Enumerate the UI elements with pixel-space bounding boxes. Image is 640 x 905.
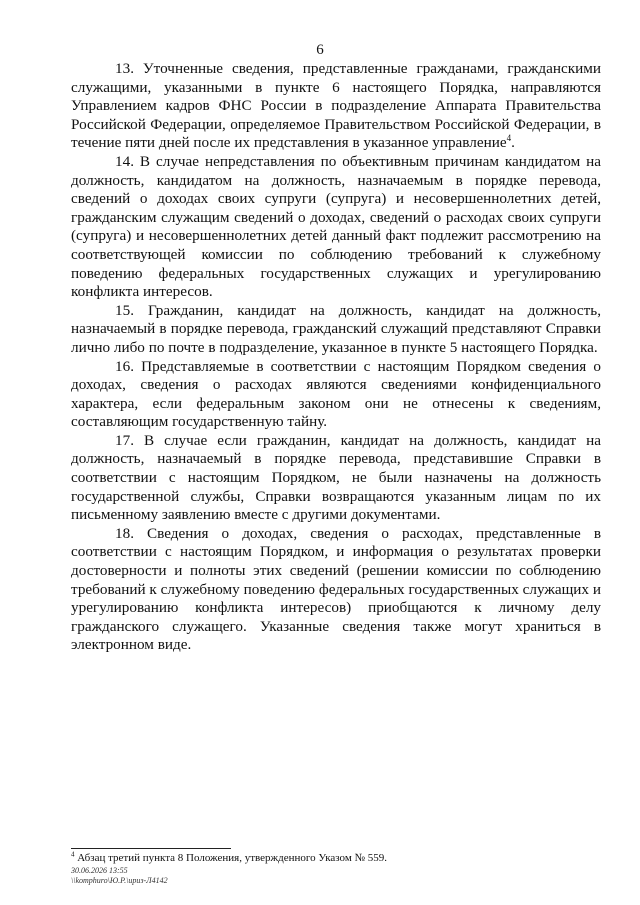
paragraph-13-end: . (511, 134, 515, 152)
footnote (71, 852, 601, 865)
paragraph-13 (71, 60, 601, 153)
footnote-divider (71, 848, 231, 849)
paragraph-15: 15. Гражданин, кандидат на должность, кандидат на должность, назначаемый в порядке перевода, гражданский служащий представляют Справки лично либо по почте в подразделение, указанное в пункте 5 настоящего Порядка. (71, 301, 601, 356)
document-stamp-date: 30.06.2026 13:55 (71, 866, 128, 875)
paragraph-14: 14. В случае непредставления по объективным причинам кандидатом на должность, кандидатом на должность, назначаемым в порядке перевода, сведений о доходах своих супруги (супруга) и несовершеннолетних детей, гражданским служащим сведений о доходах, сведений о расходах своих супруги (супруга) и несовершеннолетних детей данный факт подлежит рассмотрению на соответствующей комиссии по соблюдению требований к служебному поведению федеральных государственных служащих и урегулированию конфликта интересов. (71, 152, 601, 301)
footnote-text: Абзац третий пункта 8 Положения, утвержденного Указом № 559. (77, 852, 388, 864)
paragraph-13-text: 13. Уточненные сведения, представленные гражданами, гражданскими служащими, указанными в пункте 6 настоящего Порядка, направляются Управлением кадров ФНС России в подразделение Аппарата Правительства Российской Федерации, определяемое Правительством Российской Федерации, в течение пяти дней после их представления в указанное управление (71, 60, 601, 152)
page-number: 6 (316, 42, 324, 58)
paragraph-16: 16. Представляемые в соответствии с настоящим Порядком сведения о доходах, сведения о расходах являются сведениями конфиденциального характера, если федеральным законом они не отнесены к сведениям, составляющим государственную тайну. (71, 357, 601, 431)
document-stamp-path: \\komphuro\Ю.Р.\ириз-Л4142 (71, 876, 168, 885)
paragraph-18: 18. Сведения о доходах, сведения о расходах, представленные в соответствии с настоящим Порядком, и информация о результатах проверки достоверности и полноты этих сведений (решении комиссии по соблюдению требований к служебному поведению федеральных государственных служащих и урегулированию конфликта интересов) приобщаются к личному делу гражданского служащего. Указанные сведения также могут храниться в электронном виде. (71, 524, 601, 654)
footnote-reference: 4 (506, 133, 512, 144)
document-body (71, 60, 601, 655)
footnote-marker: 4 (71, 850, 75, 859)
paragraph-17: 17. В случае если гражданин, кандидат на должность, кандидат на должность, назначаемый в порядке перевода, представившие Справки в соответствии с настоящим Порядком, не были назначены на должность государственной службы, Справки возвращаются указанным лицам по их письменному заявлению вместе с другими документами. (71, 431, 601, 524)
